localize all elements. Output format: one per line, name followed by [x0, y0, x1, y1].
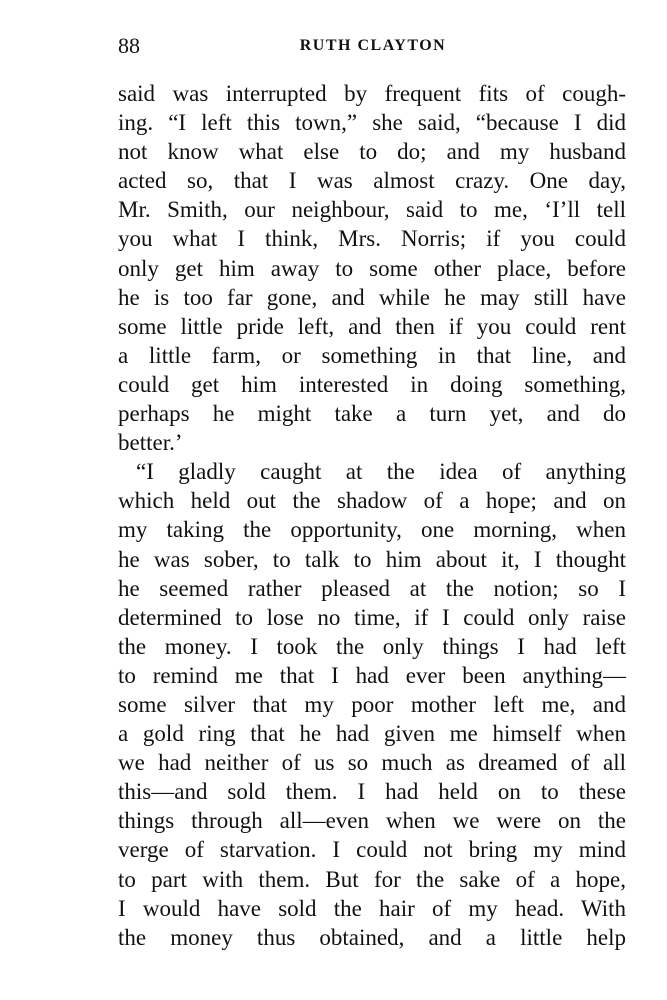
text-line: some silver that my poor mother left me, and: [118, 691, 626, 717]
text-line: a gold ring that he had given me himself when: [118, 721, 626, 747]
page-number: 88: [118, 33, 140, 58]
text-line: perhaps he might take a turn yet, and do: [118, 401, 626, 427]
text-line: we had neither of us so much as dreamed of all: [118, 750, 626, 776]
text-line: he seemed rather pleased at the notion; so I: [118, 575, 626, 601]
paragraph-start-line: “I gladly caught at the idea of anything: [136, 459, 626, 485]
running-head: RUTH CLAYTON: [299, 37, 447, 54]
text-line: said was interrupted by frequent fits of cough-: [118, 81, 626, 106]
text-line: to part with them. But for the sake of a hope,: [118, 866, 626, 892]
text-line: I would have sold the hair of my head. With: [118, 895, 626, 921]
text-line: some little pride left, and then if you could rent: [118, 313, 626, 339]
text-line: determined to lose no time, if I could only raise: [118, 604, 626, 630]
text-line: this—and sold them. I had held on to these: [118, 779, 626, 805]
text-line: things through all—even when we were on the: [118, 808, 626, 834]
text-line: my taking the opportunity, one morning, when: [118, 517, 626, 543]
text-line: you what I think, Mrs. Norris; if you could: [118, 226, 626, 252]
text-line: the money thus obtained, and a little help: [118, 924, 626, 950]
text-line: Mr. Smith, our neighbour, said to me, ‘I’ll tell: [118, 197, 626, 223]
page-header: [118, 30, 626, 62]
text-line: not know what else to do; and my husband: [118, 139, 626, 165]
text-line: he was sober, to talk to him about it, I thought: [118, 546, 626, 572]
text-line: to remind me that I had ever been anything—: [118, 662, 626, 688]
text-line: could get him interested in doing something,: [118, 371, 626, 397]
text-line: which held out the shadow of a hope; and on: [118, 488, 626, 514]
text-line: acted so, that I was almost crazy. One day,: [118, 168, 626, 194]
text-line: ing. “I left this town,” she said, “because I did: [118, 110, 626, 136]
body-text: [118, 79, 626, 952]
text-line: the money. I took the only things I had left: [118, 633, 626, 659]
text-line: verge of starvation. I could not bring my mind: [118, 837, 626, 863]
paragraph-end-line: better.’: [118, 430, 183, 456]
text-line: only get him away to some other place, before: [118, 255, 626, 281]
text-line: he is too far gone, and while he may still have: [118, 284, 626, 310]
text-line: a little farm, or something in that line, and: [118, 342, 626, 368]
